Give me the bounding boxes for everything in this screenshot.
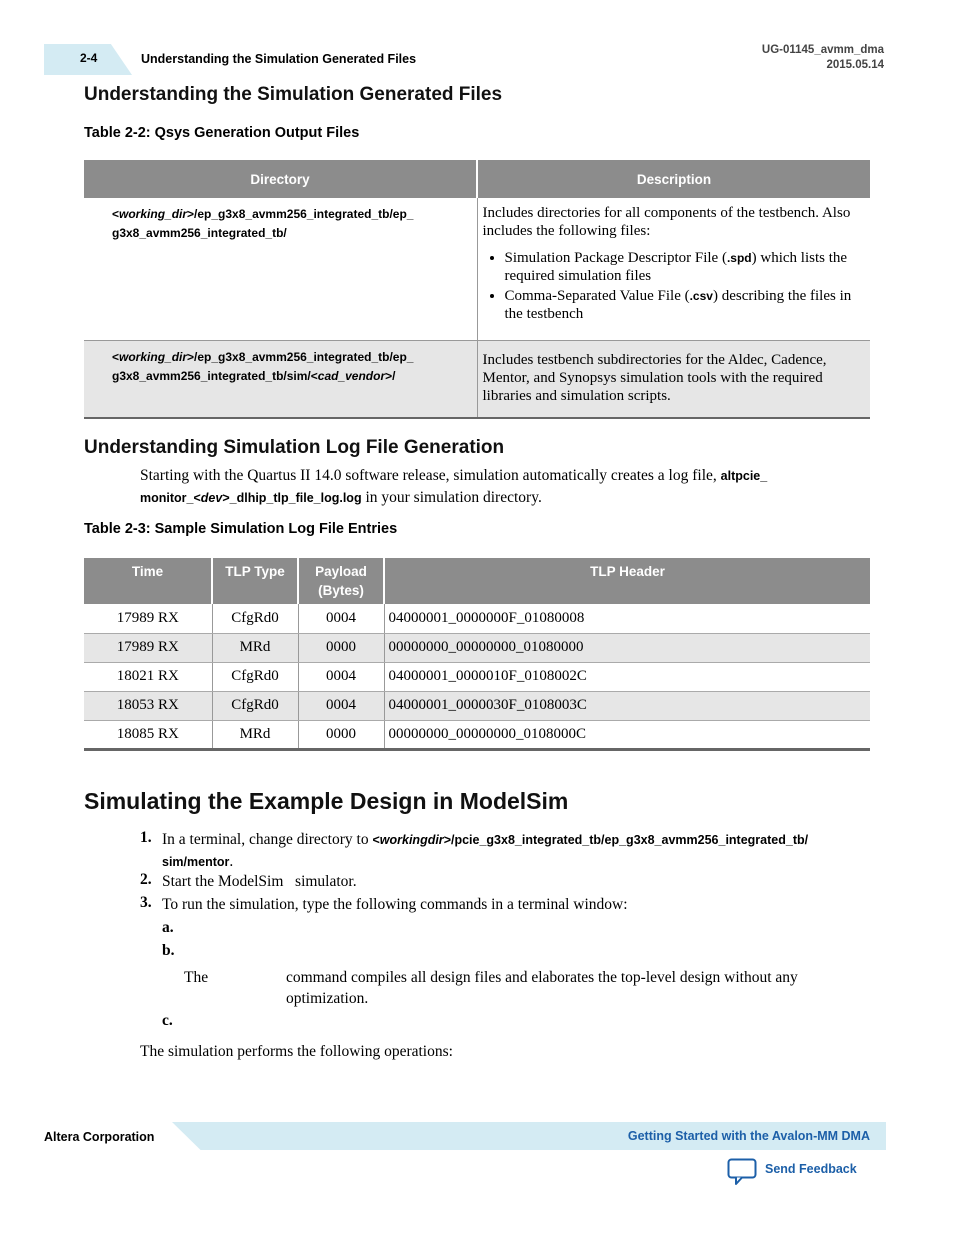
directory-description: Includes testbench subdirectories for the Aldec, Cadence, Mentor, and Synopsys simulation tools with the required libraries and simulation scripts.	[477, 340, 870, 418]
list-item: • Simulation Package Descriptor File (.spd) which lists the required simulation files	[505, 249, 865, 285]
file-list	[483, 249, 865, 323]
feedback-speech-bubble-icon[interactable]	[727, 1158, 757, 1186]
send-feedback-link[interactable]: Send Feedback	[765, 1162, 857, 1176]
column-header-description: Description	[477, 160, 870, 198]
substep-b-label: The	[184, 969, 209, 986]
substep-a: a.	[162, 919, 174, 936]
list-item: • Comma-Separated Value File (.csv) describing the files in the testbench	[505, 287, 865, 323]
document-id-block	[762, 43, 884, 73]
table-row	[84, 340, 870, 418]
directory-description: Includes directories for all components of the testbench. Also includes the following files: • Simulation Package Descriptor File (.spd) which lists the required simulation files • Comma-Separated Value File (.csv) describing the files in the testbench	[477, 198, 870, 340]
column-header-directory: Directory	[84, 160, 477, 198]
table-row: 17989 RX CfgRd0 0004 04000001_0000000F_01080008	[84, 604, 870, 633]
table-row: 17989 RX MRd 0000 00000000_00000000_01080000	[84, 633, 870, 662]
step-3-text: To run the simulation, type the following commands in a terminal window:	[162, 896, 628, 913]
substep-b-description: command compiles all design files and elaborates the top-level design without any optimization.	[286, 969, 798, 1007]
column-header-tlp-type: TLP Type	[212, 558, 298, 604]
document-date: 2015.05.14	[826, 59, 884, 71]
table-caption-output-files: Table 2-2: Qsys Generation Output Files	[84, 125, 360, 141]
table-row: 18053 RX CfgRd0 0004 04000001_0000030F_0108003C	[84, 691, 870, 720]
table-row: 18021 RX CfgRd0 0004 04000001_0000010F_0108002C	[84, 662, 870, 691]
closing-paragraph: The simulation performs the following operations:	[140, 1043, 453, 1060]
step-number: 3.	[140, 894, 152, 911]
running-header: Understanding the Simulation Generated Files	[141, 52, 417, 66]
table-row	[84, 198, 870, 340]
step-number: 1.	[140, 829, 152, 846]
column-header-time: Time	[84, 558, 212, 604]
substep-c: c.	[162, 1012, 173, 1029]
step-2-text: Start the ModelSim simulator.	[162, 873, 357, 890]
directory-path: <working_dir>/ep_g3x8_avmm256_integrated_tb/ep_ g3x8_avmm256_integrated_tb/sim/<cad_vendor>/	[84, 340, 477, 418]
footer-doc-title-link[interactable]: Getting Started with the Avalon-MM DMA	[627, 1129, 870, 1143]
footer-company: Altera Corporation	[44, 1130, 155, 1144]
step-1-text: In a terminal, change directory to <workingdir>/pcie_g3x8_integrated_tb/ep_g3x8_avmm256_integrated_tb/ sim/mentor.	[162, 831, 809, 870]
step-number: 2.	[140, 871, 152, 888]
output-files-table	[84, 160, 870, 419]
column-header-payload: Payload (Bytes)	[298, 558, 384, 604]
table-row: 18085 RX MRd 0000 00000000_00000000_0108000C	[84, 720, 870, 749]
log-entries-table	[84, 558, 870, 751]
substep-b: b.	[162, 942, 175, 959]
directory-path: <working_dir>/ep_g3x8_avmm256_integrated_tb/ep_ g3x8_avmm256_integrated_tb/	[84, 198, 477, 340]
section-heading-log-file: Understanding Simulation Log File Generation	[84, 437, 505, 458]
page-number: 2-4	[80, 51, 98, 65]
section-heading-modelsim: Simulating the Example Design in ModelSim	[84, 788, 569, 814]
document-id: UG-01145_avmm_dma	[761, 44, 884, 56]
table-caption-log-entries: Table 2-3: Sample Simulation Log File Entries	[84, 521, 398, 537]
log-file-intro: Starting with the Quartus II 14.0 software release, simulation automatically creates a log file, altpcie_ monitor_<dev>_dlhip_tlp_file_log.log in your simulation directory.	[140, 467, 768, 506]
column-header-tlp-header: TLP Header	[384, 558, 870, 604]
section-heading-generated-files: Understanding the Simulation Generated Files	[84, 84, 503, 105]
